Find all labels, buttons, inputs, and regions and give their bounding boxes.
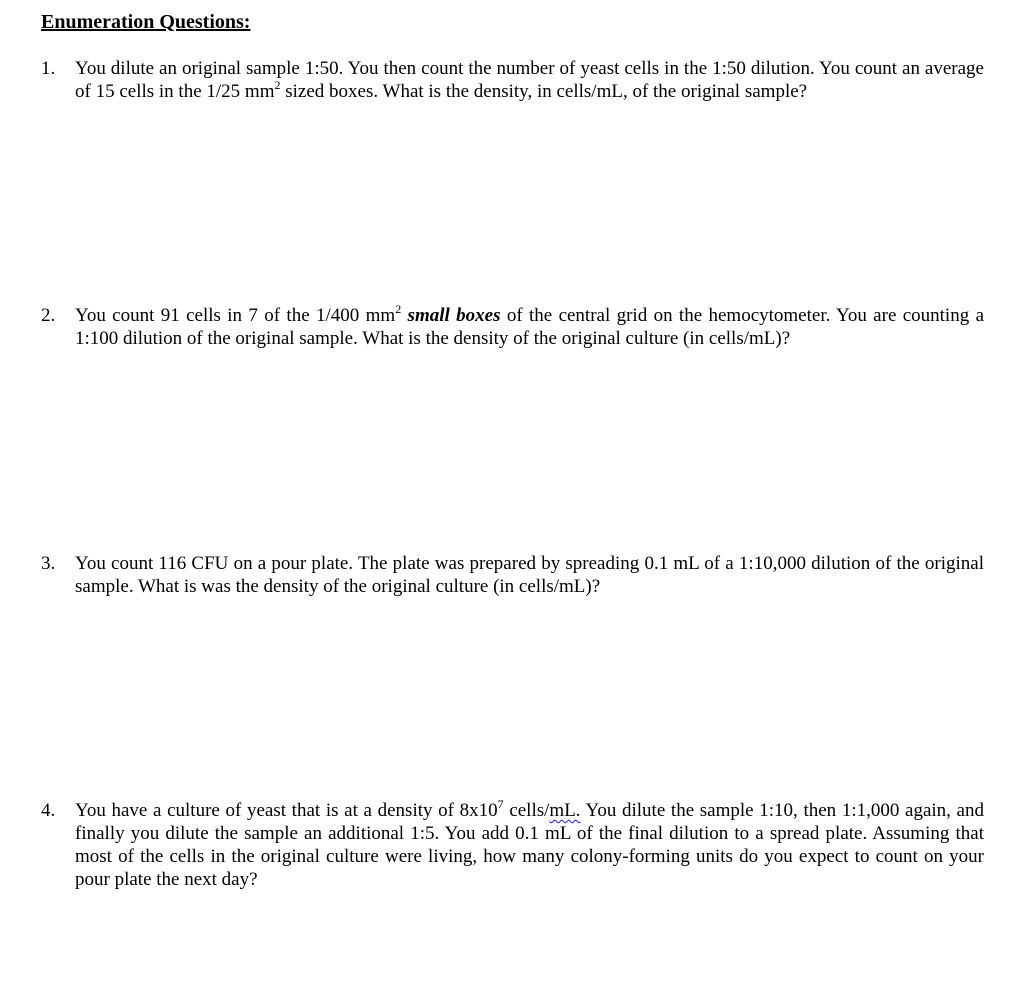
question-text xyxy=(75,57,984,103)
question-text-part: You count 91 cells in 7 of the 1/400 mm xyxy=(75,305,396,326)
question-1 xyxy=(41,57,984,103)
question-text xyxy=(75,796,984,891)
question-text xyxy=(75,301,985,350)
question-text-part: You dilute the sample 1:10, then 1:1,000 again, and finally you dilute the sample an additional 1:5. You add 0.1 mL of the final dilution to a spread plate. Assuming that most of the cells in the original culture were living, how many colony-forming units do you expect to count on your pour plate the next day? xyxy=(75,800,984,890)
page-heading: Enumeration Questions: xyxy=(41,11,251,33)
superscript: 2 xyxy=(274,77,281,92)
question-number: 2. xyxy=(41,305,56,326)
question-text-part: of the central grid on the hemocytometer. You are counting a 1:100 dilution of the original sample. What is the density of the original culture (in cells/mL)? xyxy=(75,305,985,349)
superscript: 7 xyxy=(497,796,504,811)
question-number: 1. xyxy=(41,58,56,79)
question-text-part: You have a culture of yeast that is at a density of 8x10 xyxy=(75,800,498,821)
superscript: 2 xyxy=(395,301,402,316)
question-text-part: You dilute an original sample 1:50. You then count the number of yeast cells in the 1:50 dilution. You count an average of 15 cells in the 1/25 mm xyxy=(75,58,984,102)
emphasized-text: small boxes xyxy=(407,305,501,326)
question-text-part: cells/ xyxy=(503,800,550,821)
question-number: 4. xyxy=(41,800,56,821)
question-2 xyxy=(41,301,985,350)
question-text-part: You count 116 CFU on a pour plate. The plate was prepared by spreading 0.1 mL of a 1:10,000 dilution of the original sample. What is was the density of the original culture (in cells/mL)? xyxy=(75,553,984,597)
question-number: 3. xyxy=(41,553,56,574)
question-3 xyxy=(41,552,984,598)
question-text-part: sized boxes. What is the density, in cells/mL, of the original sample? xyxy=(280,81,808,102)
question-4 xyxy=(41,796,984,891)
grammar-flagged-text: mL. xyxy=(549,800,581,821)
question-text xyxy=(75,552,984,598)
